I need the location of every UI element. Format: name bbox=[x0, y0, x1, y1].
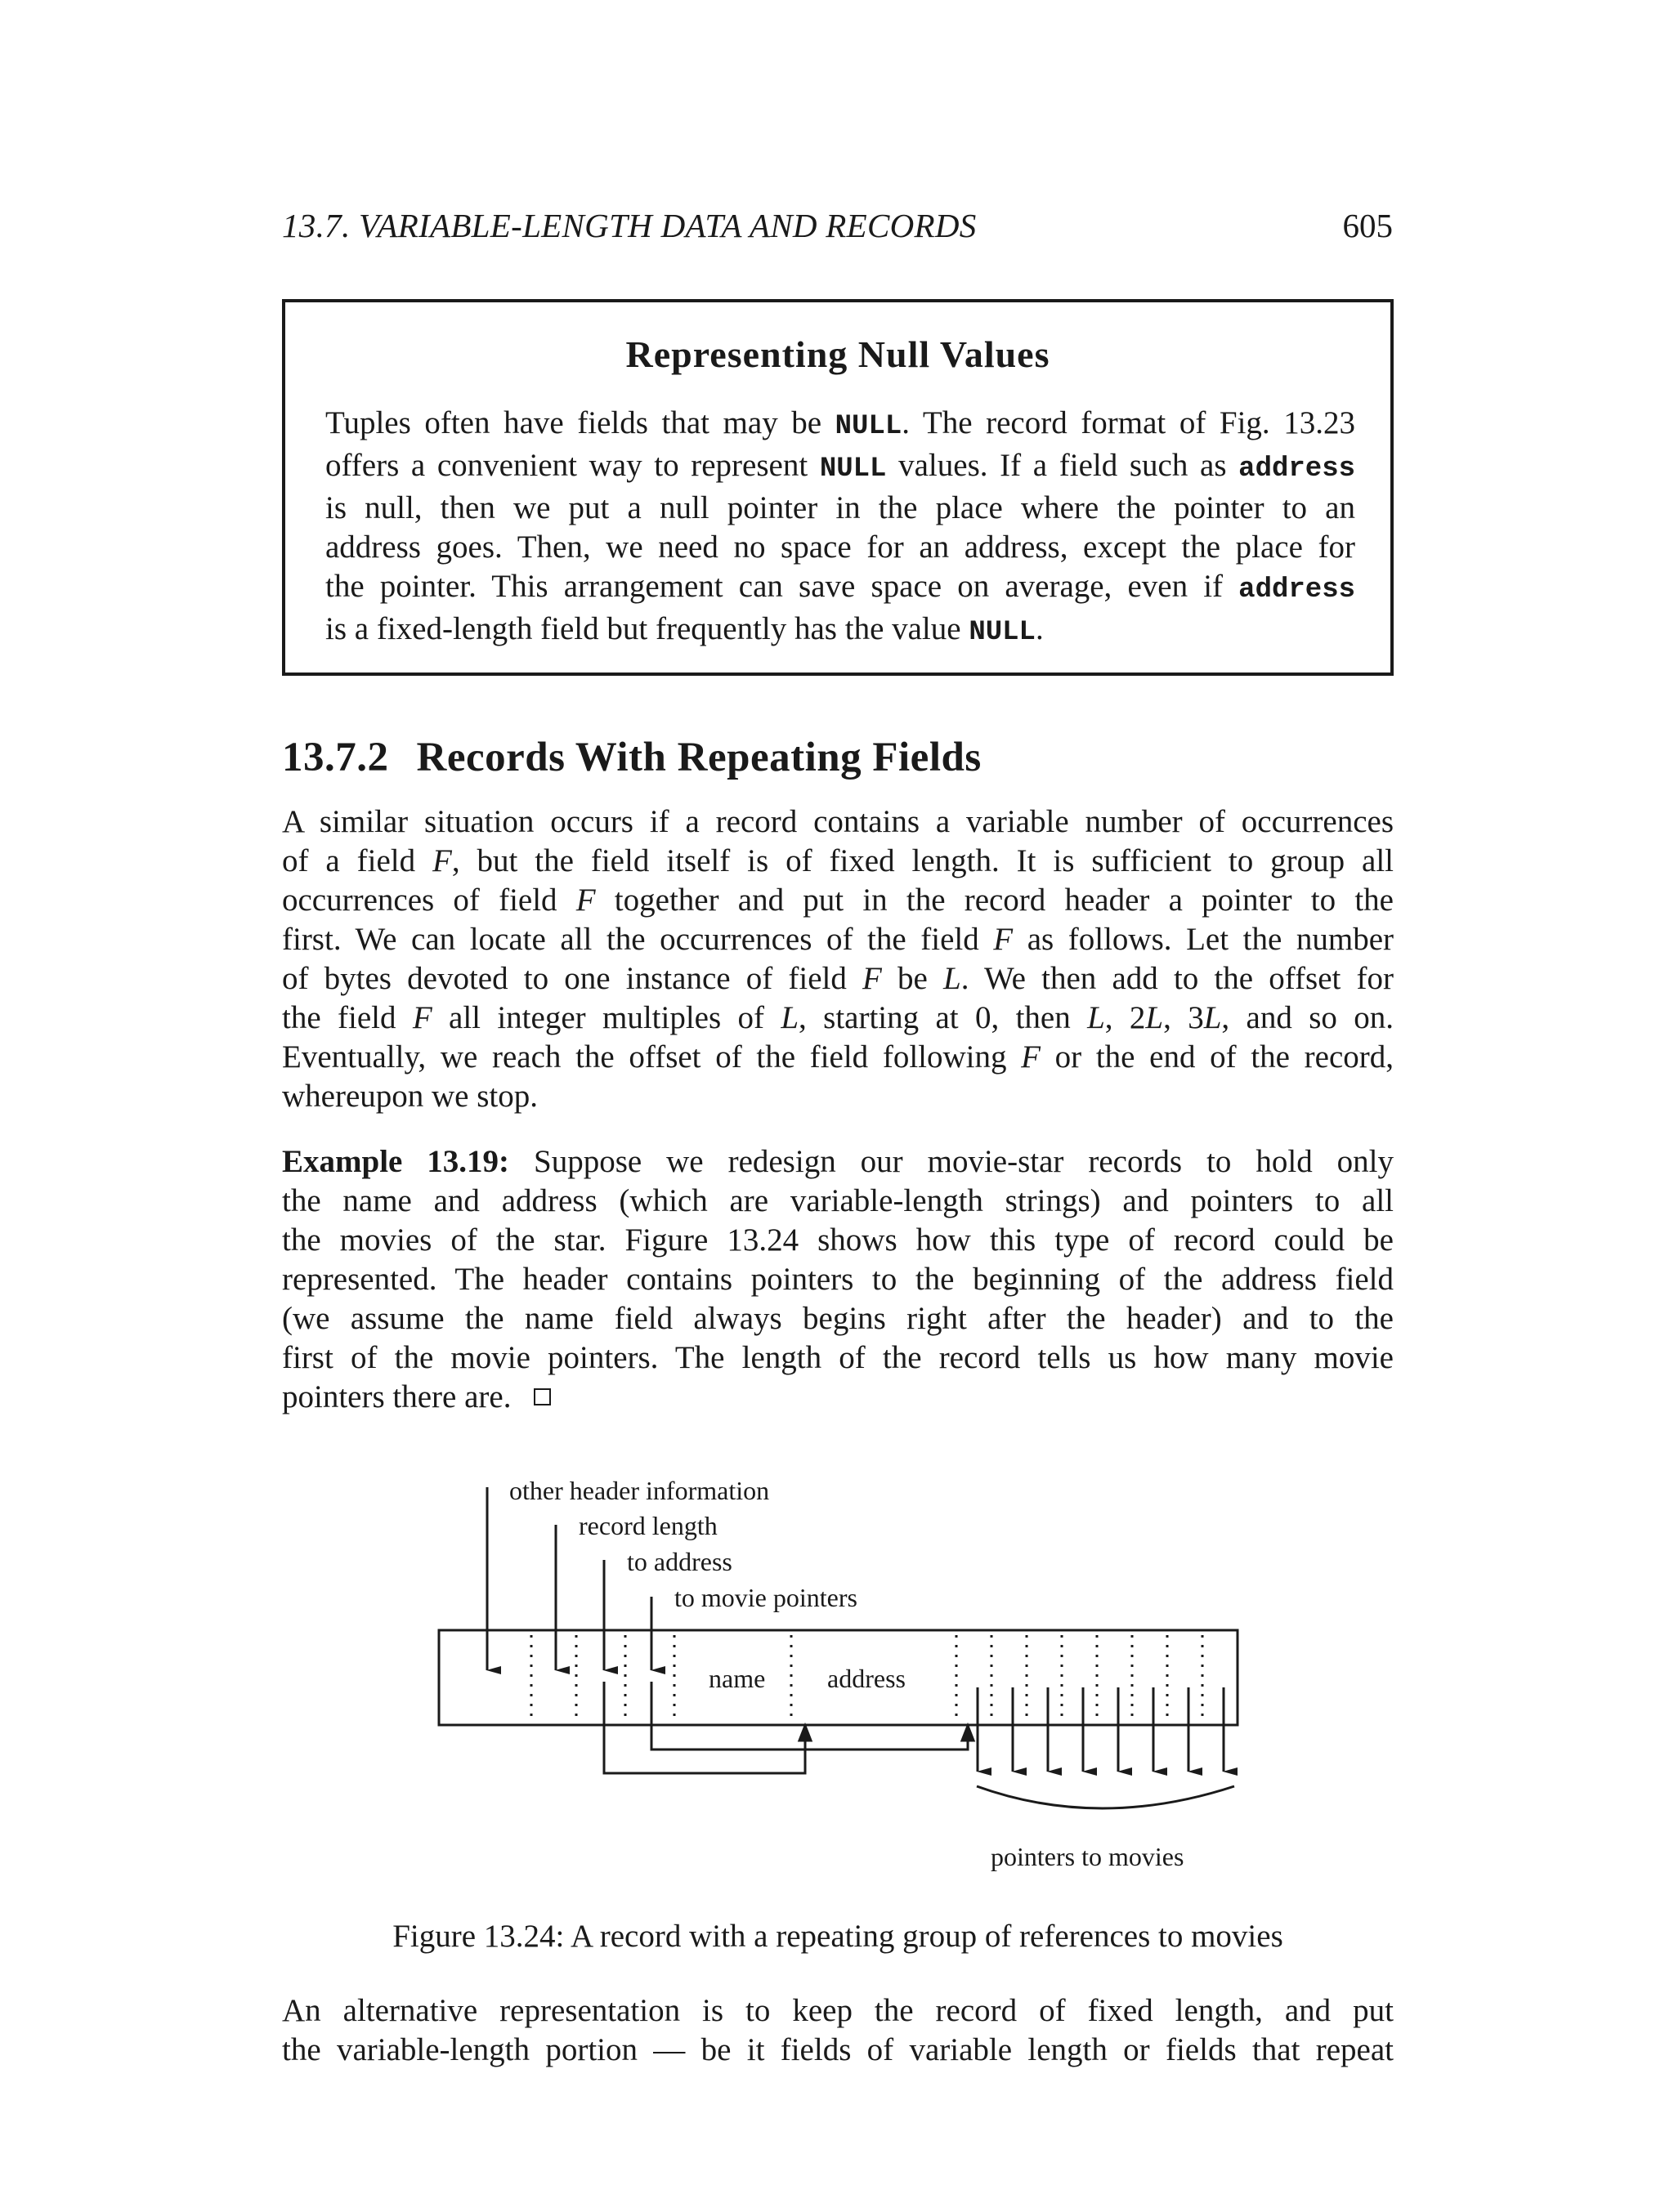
brace-curve bbox=[977, 1786, 1234, 1808]
text-line: Example 13.19: Suppose we redesign our movie-star records to hold only bbox=[282, 1144, 1394, 1179]
text-line: of bytes devoted to one instance of field F be L. We then add to the offset for bbox=[282, 961, 1394, 996]
text-line: the movies of the star. Figure 13.24 shows how this type of record could be bbox=[282, 1222, 1394, 1258]
text-line: occurrences of field F together and put in the record header a pointer to the bbox=[282, 883, 1394, 918]
text-line: A similar situation occurs if a record contains a variable number of occurrences bbox=[282, 804, 1394, 839]
running-head: 13.7. VARIABLE-LENGTH DATA AND RECORDS bbox=[282, 207, 977, 244]
label-to-movie-pointers: to movie pointers bbox=[674, 1583, 857, 1612]
math-variable: L bbox=[943, 961, 961, 996]
text-line: the name and address (which are variable-length strings) and pointers to all bbox=[282, 1183, 1394, 1218]
text-line: is null, then we put a null pointer in the place where the pointer to an bbox=[325, 490, 1355, 525]
example-paragraph bbox=[282, 1142, 1394, 1417]
section-title: Records With Repeating Fields bbox=[416, 735, 982, 780]
math-variable: F bbox=[1021, 1039, 1041, 1075]
math-variable: L bbox=[1145, 1000, 1164, 1035]
math-variable: F bbox=[862, 961, 882, 996]
movie-pointer-line bbox=[651, 1682, 974, 1749]
sidebar-title: Representing Null Values bbox=[625, 333, 1050, 375]
code-term: NULL bbox=[835, 411, 902, 442]
code-term: address bbox=[1238, 454, 1355, 485]
label-other-header-information: other header information bbox=[509, 1476, 770, 1505]
sidebar-body bbox=[325, 404, 1355, 652]
text-line: Eventually, we reach the offset of the field following F or the end of the record, bbox=[282, 1039, 1394, 1075]
math-variable: L bbox=[781, 1000, 799, 1035]
label-pointers-to-movies: pointers to movies bbox=[991, 1842, 1184, 1871]
text-line: An alternative representation is to keep the record of fixed length, and put bbox=[282, 1993, 1394, 2028]
text-line: is a fixed-length field but frequently has the value NULL. bbox=[325, 611, 1044, 648]
text-line: the pointer. This arrangement can save space on average, even if address bbox=[325, 569, 1355, 606]
sidebar-box bbox=[282, 299, 1394, 676]
movie-pointer-arrows bbox=[978, 1687, 1224, 1772]
section-heading bbox=[282, 734, 1394, 781]
end-of-example-icon bbox=[534, 1388, 551, 1405]
text-line: first. We can locate all the occurrences of the field F as follows. Let the number bbox=[282, 922, 1394, 957]
text-line: of a field F, but the field itself is of fixed length. It is sufficient to group all bbox=[282, 843, 1394, 878]
address-pointer-line bbox=[604, 1682, 811, 1773]
label-address-field: address bbox=[827, 1664, 906, 1693]
math-variable: F bbox=[412, 1000, 432, 1035]
math-variable: L bbox=[1087, 1000, 1105, 1035]
label-to-address: to address bbox=[627, 1547, 732, 1576]
figure-caption: Figure 13.24: A record with a repeating group of references to movies bbox=[392, 1919, 1283, 1954]
text-line: Tuples often have fields that may be NULL. The record format of Fig. 13.23 bbox=[325, 405, 1355, 442]
text-line: offers a convenient way to represent NULL values. If a field such as address bbox=[325, 448, 1355, 485]
math-variable: F bbox=[432, 843, 452, 878]
label-name-field: name bbox=[709, 1664, 766, 1693]
text-line: whereupon we stop. bbox=[282, 1079, 539, 1114]
paragraph-alternative bbox=[282, 1991, 1394, 2070]
math-variable: L bbox=[1203, 1000, 1222, 1035]
text-line: pointers there are. bbox=[282, 1378, 1394, 1417]
text-line: (we assume the name field always begins right after the header) and to the bbox=[282, 1301, 1394, 1336]
math-variable: F bbox=[575, 883, 596, 918]
text-line: address goes. Then, we need no space for an address, except the place for bbox=[325, 530, 1355, 565]
paragraph-repeating-fields bbox=[282, 802, 1394, 1116]
example-label: Example 13.19: bbox=[282, 1144, 510, 1179]
code-term: NULL bbox=[819, 454, 887, 485]
text-line: represented. The header contains pointers to the beginning of the address field bbox=[282, 1262, 1394, 1297]
page-number: 605 bbox=[1342, 207, 1393, 244]
text-line: the field F all integer multiples of L, starting at 0, then L, 2L, 3L, and so on. bbox=[282, 1000, 1394, 1035]
section-number: 13.7.2 bbox=[282, 735, 389, 780]
text-line: the variable-length portion — be it fields of variable length or fields that repeat bbox=[282, 2032, 1394, 2067]
text-line: first of the movie pointers. The length of the record tells us how many movie bbox=[282, 1340, 1394, 1375]
math-variable: F bbox=[993, 922, 1014, 957]
label-record-length: record length bbox=[579, 1511, 718, 1540]
code-term: NULL bbox=[969, 617, 1036, 648]
code-term: address bbox=[1238, 574, 1355, 606]
